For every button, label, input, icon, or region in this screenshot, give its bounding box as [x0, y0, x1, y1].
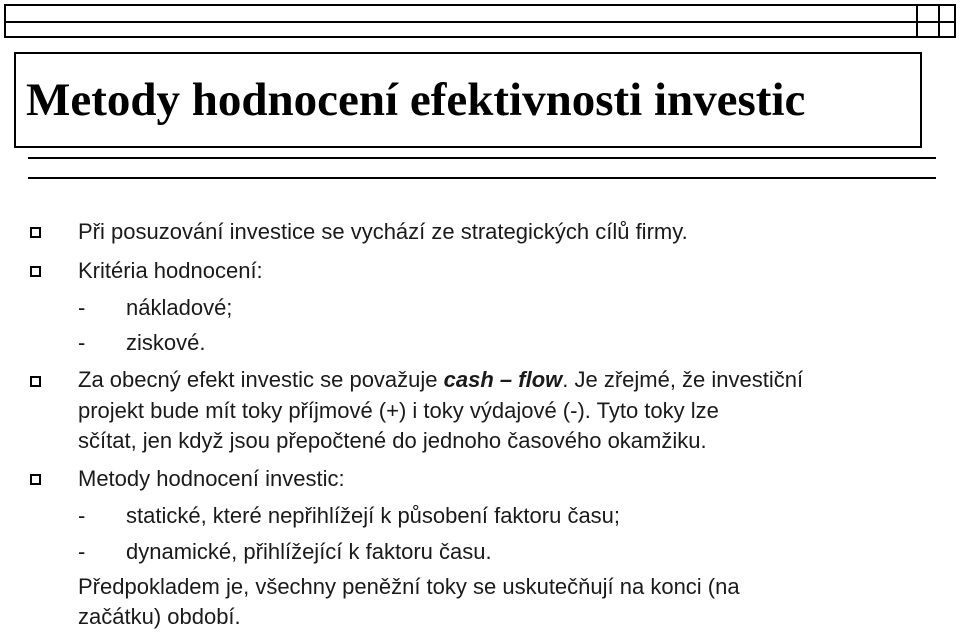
square-bullet-icon [30, 266, 41, 277]
dash-marker: - [78, 539, 86, 564]
top-frame [4, 4, 956, 38]
dash-marker: - [78, 295, 86, 320]
divider-line [28, 177, 936, 179]
sub-list-item: statické, které nepřihlížejí k působení faktoru času; [126, 503, 621, 528]
divider-line [28, 157, 936, 159]
list-item [78, 364, 803, 395]
list-item: Metody hodnocení investic: [78, 466, 345, 491]
sub-list-item: dynamické, přihlížející k faktoru času. [126, 539, 492, 564]
square-bullet-icon [30, 474, 41, 485]
paragraph-continuation: začátku) období. [78, 604, 241, 629]
paragraph: Předpokladem je, všechny peněžní toky se uskutečňují na konci (na [78, 574, 740, 599]
dash-marker: - [78, 503, 86, 528]
emphasis-cash-flow: cash – flow [443, 367, 563, 392]
page-title: Metody hodnocení efektivnosti investic [26, 74, 806, 126]
dash-marker: - [78, 330, 86, 355]
list-item-continuation: sčítat, jen když jsou přepočtené do jednoho časového okamžiku. [78, 428, 707, 453]
sub-list-item: ziskové. [126, 330, 206, 355]
square-bullet-icon [30, 376, 41, 387]
list-item-continuation: projekt bude mít toky příjmové (+) i toky výdajové (-). Tyto toky lze [78, 398, 719, 423]
square-bullet-icon [30, 227, 41, 238]
list-item: Kritéria hodnocení: [78, 258, 263, 283]
text-run: Za obecný efekt investic se považuje [78, 367, 444, 392]
sub-list-item: nákladové; [126, 295, 233, 320]
text-run: . Je zřejmé, že investiční [562, 367, 804, 392]
list-item: Při posuzování investice se vychází ze strategických cílů firmy. [78, 219, 688, 244]
frame-divider [6, 21, 954, 23]
